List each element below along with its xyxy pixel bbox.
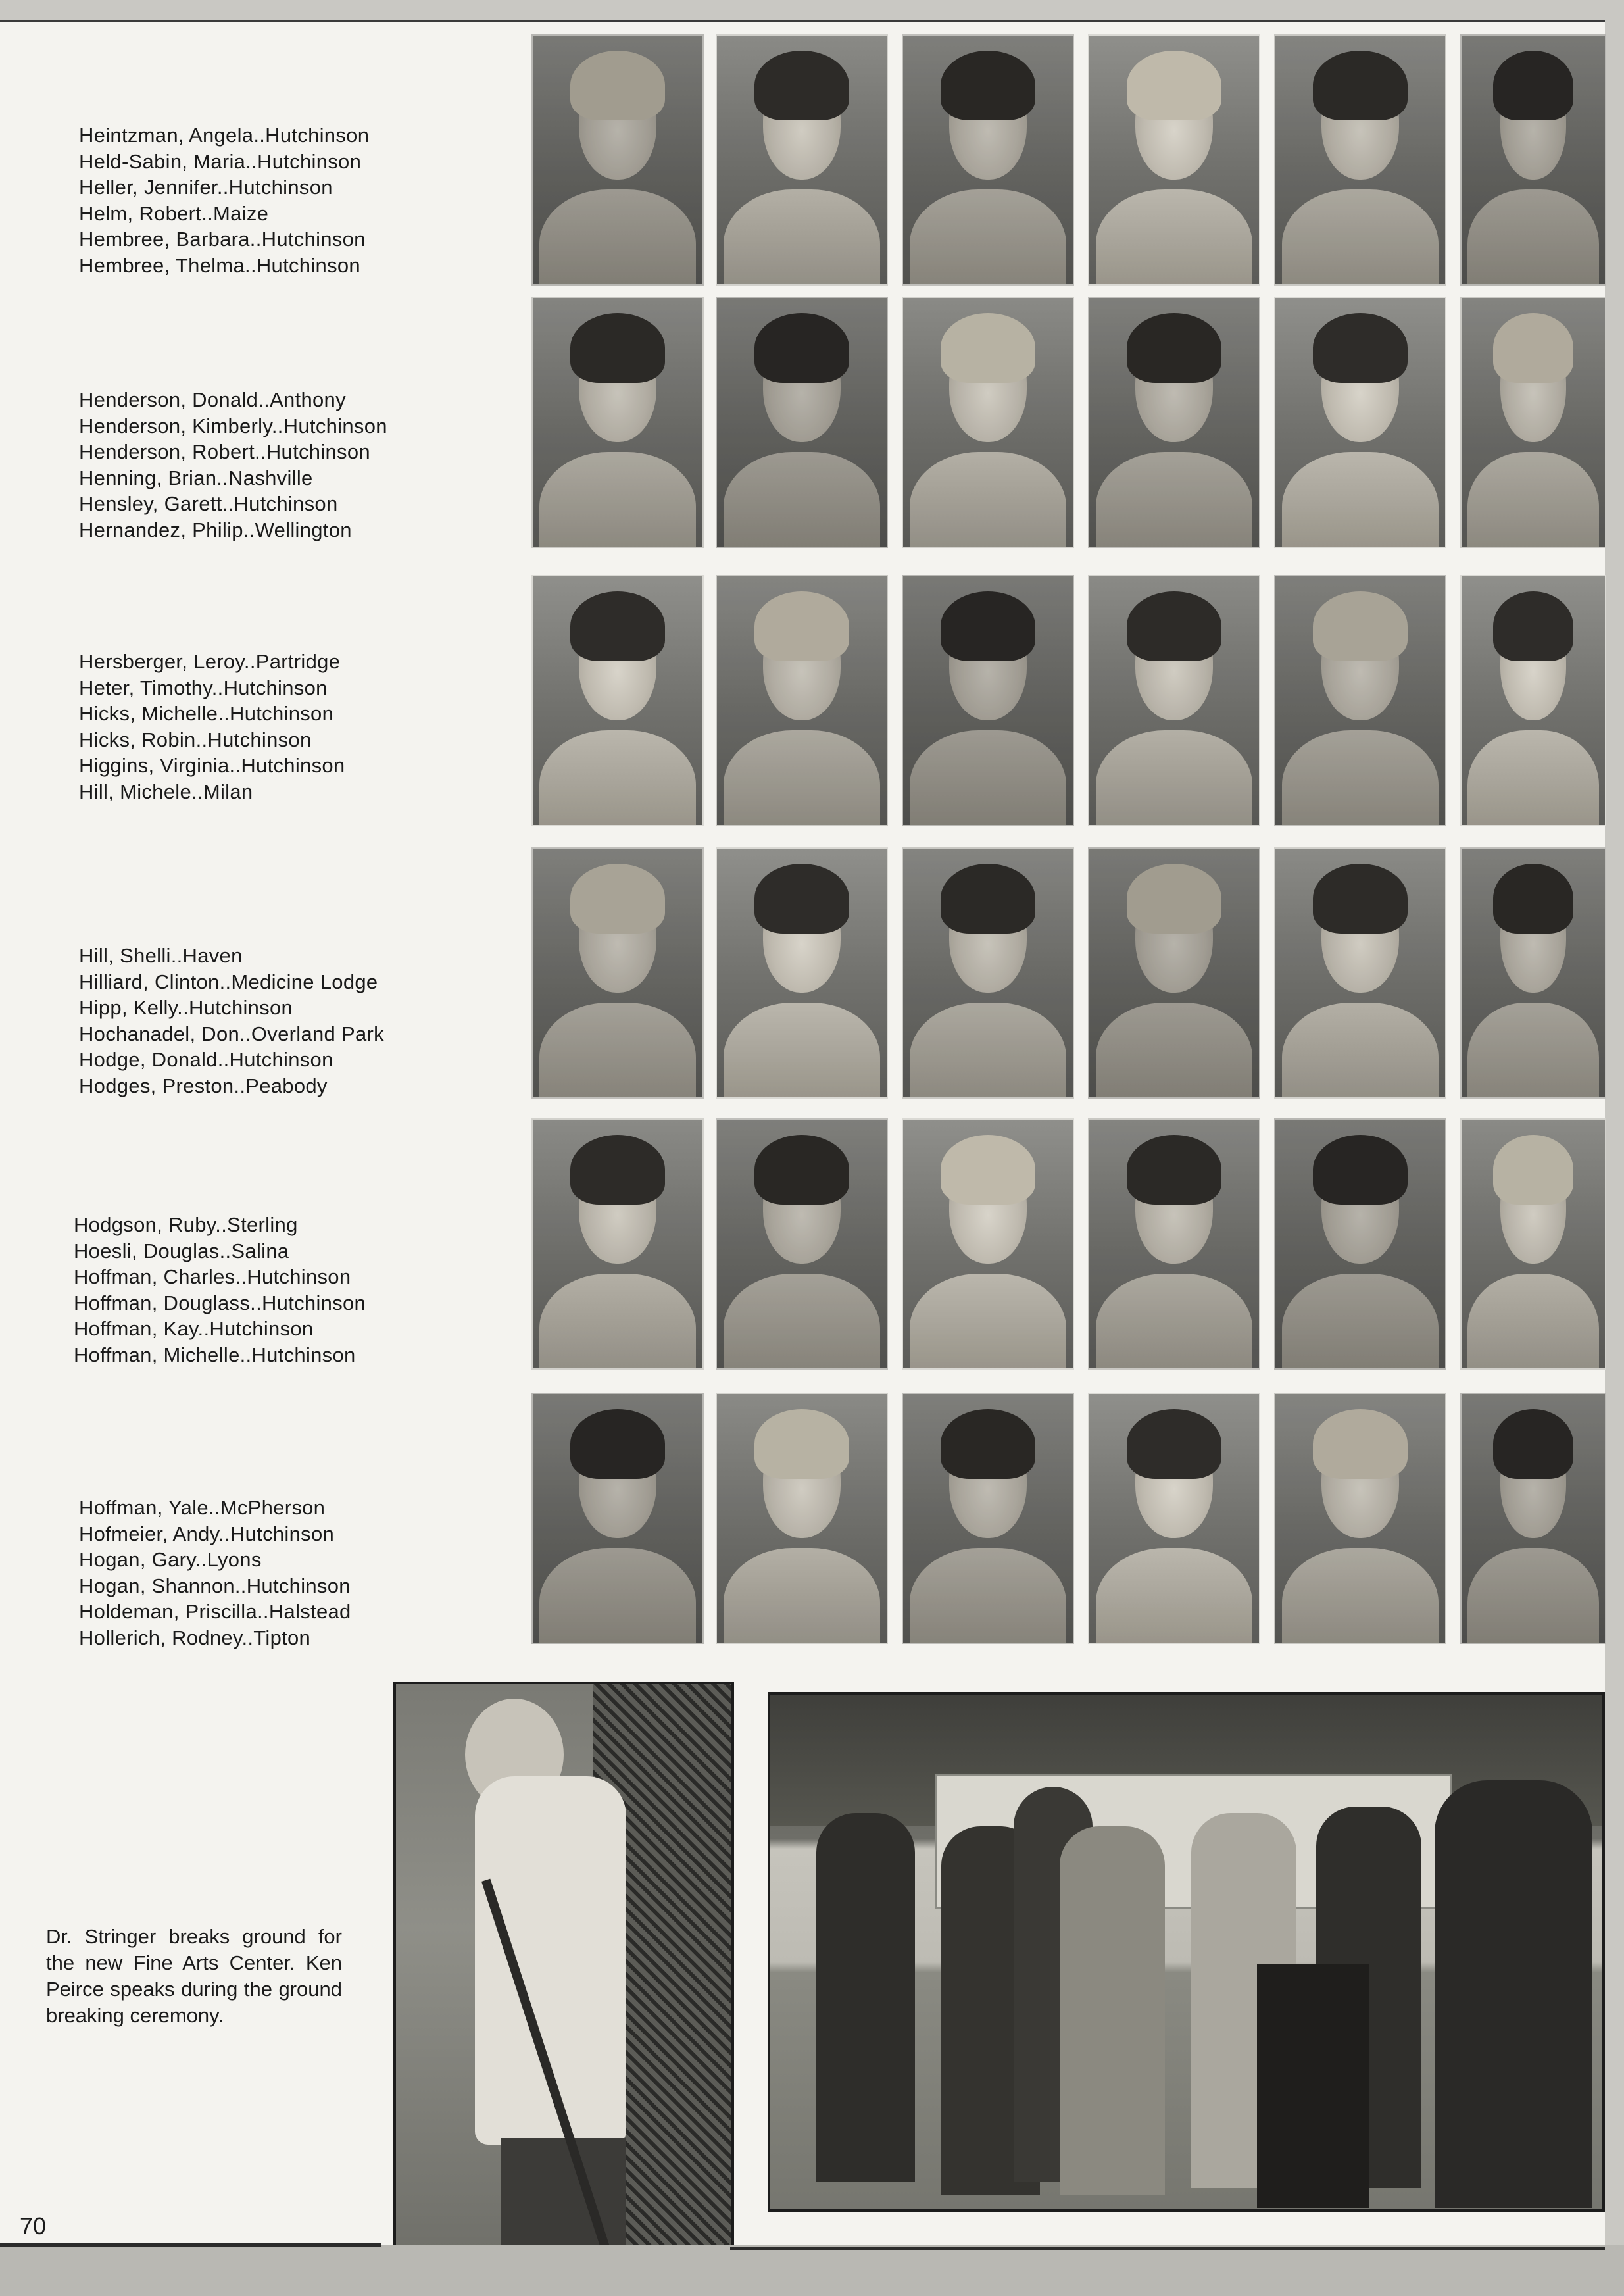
- portrait-hair: [570, 1135, 665, 1205]
- portrait-hair: [754, 864, 849, 934]
- student-portrait: [1275, 849, 1445, 1097]
- name-list-row-2: [79, 387, 487, 543]
- name-entry: Hollerich, Rodney..Tipton: [79, 1626, 311, 1649]
- bottom-border: [0, 2245, 1624, 2296]
- portrait-body: [1282, 730, 1438, 825]
- name-entry: Hochanadel, Don..Overland Park: [79, 1022, 384, 1045]
- portrait-hair: [570, 51, 665, 120]
- student-portrait: [533, 298, 702, 547]
- name-entry: Hogan, Shannon..Hutchinson: [79, 1574, 351, 1597]
- portrait-body: [1096, 1548, 1252, 1643]
- name-entry: Hoesli, Douglas..Salina: [74, 1239, 289, 1262]
- student-portrait: [717, 36, 887, 284]
- portrait-body: [1467, 1003, 1600, 1097]
- person-4: [1060, 1826, 1165, 2195]
- name-entry: Helm, Robert..Maize: [79, 201, 269, 225]
- student-portrait: [903, 1394, 1073, 1643]
- student-portrait: [1462, 298, 1605, 547]
- name-entry: Hernandez, Philip..Wellington: [79, 518, 352, 541]
- name-list-row-5: [74, 1212, 481, 1368]
- portrait-hair: [941, 1409, 1035, 1479]
- portrait-body: [1282, 1274, 1438, 1368]
- portrait-hair: [1127, 591, 1221, 661]
- portrait-grid: [533, 36, 1612, 1645]
- portrait-hair: [570, 1409, 665, 1479]
- student-portrait: [533, 36, 702, 284]
- portrait-body: [724, 452, 879, 547]
- name-list-row-6: [79, 1495, 487, 1651]
- name-entry: Hilliard, Clinton..Medicine Lodge: [79, 970, 378, 993]
- name-entry: Hicks, Michelle..Hutchinson: [79, 702, 334, 725]
- portrait-hair: [941, 1135, 1035, 1205]
- student-portrait: [717, 1120, 887, 1368]
- portrait-hair: [1127, 1409, 1221, 1479]
- name-entry: Hoffman, Charles..Hutchinson: [74, 1265, 351, 1288]
- name-entry: Henderson, Donald..Anthony: [79, 388, 346, 411]
- page-number: 70: [20, 2212, 47, 2239]
- portrait-hair: [1493, 591, 1573, 661]
- portrait-hair: [1313, 1135, 1408, 1205]
- portrait-body: [539, 1003, 695, 1097]
- portrait-body: [910, 1003, 1066, 1097]
- name-entry: Holdeman, Priscilla..Halstead: [79, 1600, 351, 1623]
- student-portrait: [1275, 298, 1445, 547]
- portrait-body: [1282, 452, 1438, 547]
- portrait-hair: [1493, 864, 1573, 934]
- name-entry: Hofmeier, Andy..Hutchinson: [79, 1522, 335, 1545]
- name-list-row-3: [79, 649, 487, 805]
- student-portrait: [533, 849, 702, 1097]
- student-portrait: [1275, 576, 1445, 825]
- portrait-body: [1467, 189, 1600, 284]
- portrait-body: [1282, 1003, 1438, 1097]
- student-portrait: [1462, 576, 1605, 825]
- name-entry: Henderson, Kimberly..Hutchinson: [79, 414, 387, 437]
- portrait-hair: [1493, 1409, 1573, 1479]
- student-portrait: [1089, 298, 1259, 547]
- person-1: [816, 1813, 915, 2182]
- portrait-body: [1096, 189, 1252, 284]
- portrait-body: [724, 1274, 879, 1368]
- groundbreaking-photo: [393, 1682, 734, 2296]
- portrait-body: [539, 189, 695, 284]
- name-entry: Henderson, Robert..Hutchinson: [79, 440, 370, 463]
- portrait-body: [910, 1274, 1066, 1368]
- portrait-hair: [1127, 1135, 1221, 1205]
- portrait-body: [1467, 452, 1600, 547]
- bottom-rule-right: [730, 2247, 1605, 2250]
- podium: [1257, 1964, 1369, 2208]
- name-entry: Hoffman, Douglass..Hutchinson: [74, 1291, 366, 1314]
- student-portrait: [717, 849, 887, 1097]
- portrait-body: [1282, 189, 1438, 284]
- student-portrait: [1275, 1120, 1445, 1368]
- name-list-row-1: [79, 122, 487, 278]
- portrait-body: [539, 1548, 695, 1643]
- top-border: [0, 0, 1624, 22]
- portrait-hair: [754, 51, 849, 120]
- name-entry: Hoffman, Yale..McPherson: [79, 1496, 326, 1519]
- portrait-hair: [941, 591, 1035, 661]
- portrait-hair: [1493, 51, 1573, 120]
- portrait-body: [910, 1548, 1066, 1643]
- name-entry: Hicks, Robin..Hutchinson: [79, 728, 312, 751]
- student-portrait: [1462, 1394, 1605, 1643]
- name-entry: Hill, Michele..Milan: [79, 780, 253, 803]
- student-portrait: [903, 849, 1073, 1097]
- portrait-hair: [754, 313, 849, 383]
- portrait-hair: [1493, 1135, 1573, 1205]
- student-portrait: [1462, 36, 1605, 284]
- student-portrait: [1089, 1394, 1259, 1643]
- portrait-body: [1467, 1274, 1600, 1368]
- name-entry: Henning, Brian..Nashville: [79, 466, 313, 489]
- student-portrait: [903, 1120, 1073, 1368]
- speaker: [1435, 1780, 1592, 2208]
- student-portrait: [1462, 1120, 1605, 1368]
- portrait-body: [1096, 1274, 1252, 1368]
- portrait-hair: [1127, 51, 1221, 120]
- name-entry: Hoffman, Michelle..Hutchinson: [74, 1343, 356, 1366]
- portrait-body: [1096, 1003, 1252, 1097]
- portrait-hair: [1127, 313, 1221, 383]
- name-entry: Heller, Jennifer..Hutchinson: [79, 176, 333, 199]
- student-portrait: [1275, 1394, 1445, 1643]
- name-list-row-4: [79, 943, 487, 1099]
- portrait-hair: [1313, 51, 1408, 120]
- portrait-body: [539, 452, 695, 547]
- student-portrait: [1089, 36, 1259, 284]
- portrait-body: [1282, 1548, 1438, 1643]
- portrait-hair: [1313, 591, 1408, 661]
- student-portrait: [903, 576, 1073, 825]
- photo-caption: Dr. Stringer breaks ground for the new Fine Arts Center. Ken Peirce speaks during the ground breaking ceremony.: [46, 1925, 342, 2027]
- portrait-hair: [570, 864, 665, 934]
- portrait-body: [724, 730, 879, 825]
- name-entry: Hoffman, Kay..Hutchinson: [74, 1317, 314, 1340]
- portrait-hair: [570, 591, 665, 661]
- name-entry: Hembree, Barbara..Hutchinson: [79, 228, 366, 251]
- portrait-body: [724, 1003, 879, 1097]
- portrait-body: [539, 1274, 695, 1368]
- bottom-rule-left: [0, 2243, 381, 2247]
- name-entry: Hill, Shelli..Haven: [79, 944, 243, 967]
- portrait-hair: [1313, 313, 1408, 383]
- name-entry: Heintzman, Angela..Hutchinson: [79, 124, 370, 147]
- student-portrait: [717, 576, 887, 825]
- portrait-hair: [1313, 1409, 1408, 1479]
- name-entry: Hipp, Kelly..Hutchinson: [79, 996, 293, 1019]
- portrait-body: [910, 189, 1066, 284]
- student-portrait: [717, 298, 887, 547]
- portrait-hair: [754, 1135, 849, 1205]
- student-portrait: [903, 298, 1073, 547]
- student-portrait: [903, 36, 1073, 284]
- student-portrait: [1089, 576, 1259, 825]
- portrait-body: [724, 189, 879, 284]
- student-portrait: [533, 1120, 702, 1368]
- portrait-body: [910, 730, 1066, 825]
- portrait-hair: [1493, 313, 1573, 383]
- portrait-hair: [570, 313, 665, 383]
- student-portrait: [1089, 1120, 1259, 1368]
- portrait-hair: [941, 51, 1035, 120]
- portrait-hair: [941, 313, 1035, 383]
- student-portrait: [1089, 849, 1259, 1097]
- name-entry: Held-Sabin, Maria..Hutchinson: [79, 149, 362, 173]
- portrait-body: [910, 452, 1066, 547]
- portrait-body: [1467, 1548, 1600, 1643]
- name-entry: Hembree, Thelma..Hutchinson: [79, 253, 360, 277]
- name-entry: Higgins, Virginia..Hutchinson: [79, 754, 345, 777]
- student-portrait: [1275, 36, 1445, 284]
- name-entry: Hodge, Donald..Hutchinson: [79, 1048, 333, 1071]
- portrait-body: [539, 730, 695, 825]
- student-portrait: [717, 1394, 887, 1643]
- portrait-hair: [754, 1409, 849, 1479]
- portrait-hair: [941, 864, 1035, 934]
- portrait-hair: [1127, 864, 1221, 934]
- portrait-body: [1096, 452, 1252, 547]
- name-entry: Hodgson, Ruby..Sterling: [74, 1213, 298, 1236]
- student-portrait: [1462, 849, 1605, 1097]
- name-entry: Heter, Timothy..Hutchinson: [79, 676, 328, 699]
- portrait-hair: [1313, 864, 1408, 934]
- student-portrait: [533, 576, 702, 825]
- portrait-body: [724, 1548, 879, 1643]
- portrait-body: [1096, 730, 1252, 825]
- name-entry: Hensley, Garett..Hutchinson: [79, 492, 338, 515]
- portrait-hair: [754, 591, 849, 661]
- portrait-body: [1467, 730, 1600, 825]
- student-portrait: [533, 1394, 702, 1643]
- name-entry: Hodges, Preston..Peabody: [79, 1074, 328, 1097]
- name-entry: Hogan, Gary..Lyons: [79, 1548, 262, 1571]
- name-entry: Hersberger, Leroy..Partridge: [79, 650, 341, 673]
- ceremony-photo: [768, 1692, 1605, 2212]
